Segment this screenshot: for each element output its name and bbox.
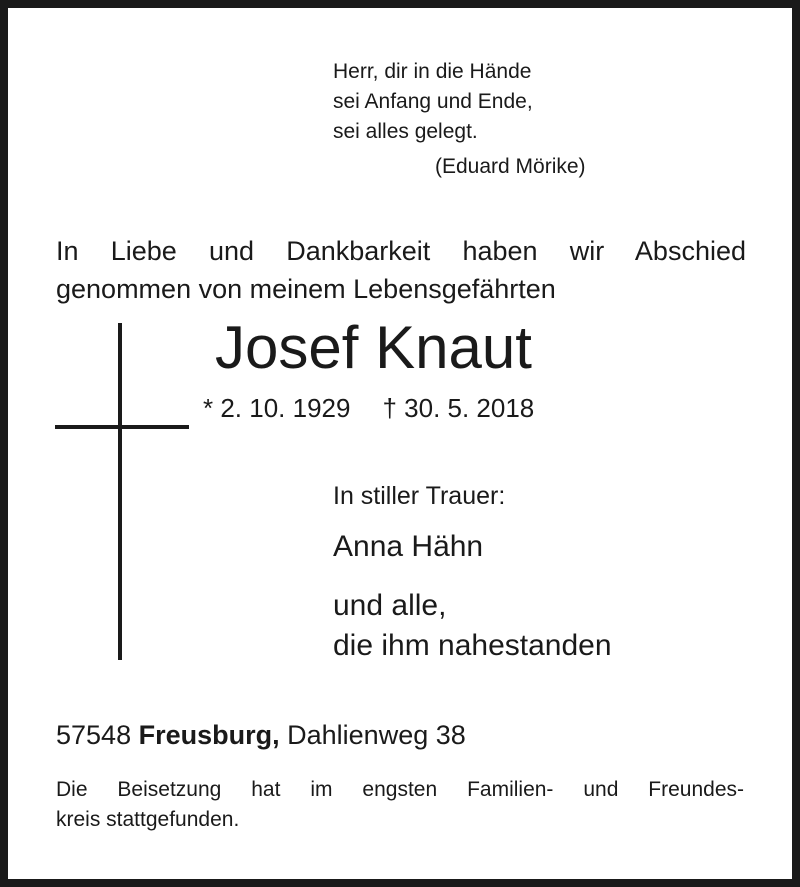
- poem-line-2: sei Anfang und Ende,: [333, 90, 533, 113]
- other-mourners: [333, 586, 612, 666]
- town: Freusburg,: [138, 720, 280, 750]
- burial-note: [56, 775, 744, 835]
- intro-text: [56, 232, 746, 308]
- deceased-name: Josef Knaut: [215, 314, 532, 381]
- poem-verse: [333, 57, 533, 147]
- birth-date: * 2. 10. 1929: [203, 393, 351, 423]
- death-date: † 30. 5. 2018: [382, 393, 535, 423]
- mourning-heading: In stiller Trauer:: [333, 482, 506, 510]
- poem-author: (Eduard Mörike): [435, 155, 586, 178]
- other-mourners-line-2: die ihm nahestanden: [333, 629, 612, 662]
- postal-code: 57548: [56, 720, 132, 750]
- cross-icon-horizontal: [55, 425, 189, 429]
- mourner-name: Anna Hähn: [333, 530, 484, 563]
- intro-line-2: genommen von meinem Lebensgefährten: [56, 274, 556, 304]
- intro-line-1: In Liebe und Dankbarkeit haben wir Abschied: [56, 236, 746, 266]
- burial-note-line-1: Die Beisetzung hat im engsten Familien- und Freundes-: [56, 778, 744, 801]
- poem-line-1: Herr, dir in die Hände: [333, 60, 532, 83]
- street: Dahlienweg 38: [287, 720, 466, 750]
- address: [56, 720, 466, 751]
- cross-icon-vertical: [118, 323, 122, 660]
- other-mourners-line-1: und alle,: [333, 589, 447, 622]
- burial-note-line-2: kreis stattgefunden.: [56, 808, 240, 831]
- life-dates: [203, 393, 534, 424]
- poem-line-3: sei alles gelegt.: [333, 120, 478, 143]
